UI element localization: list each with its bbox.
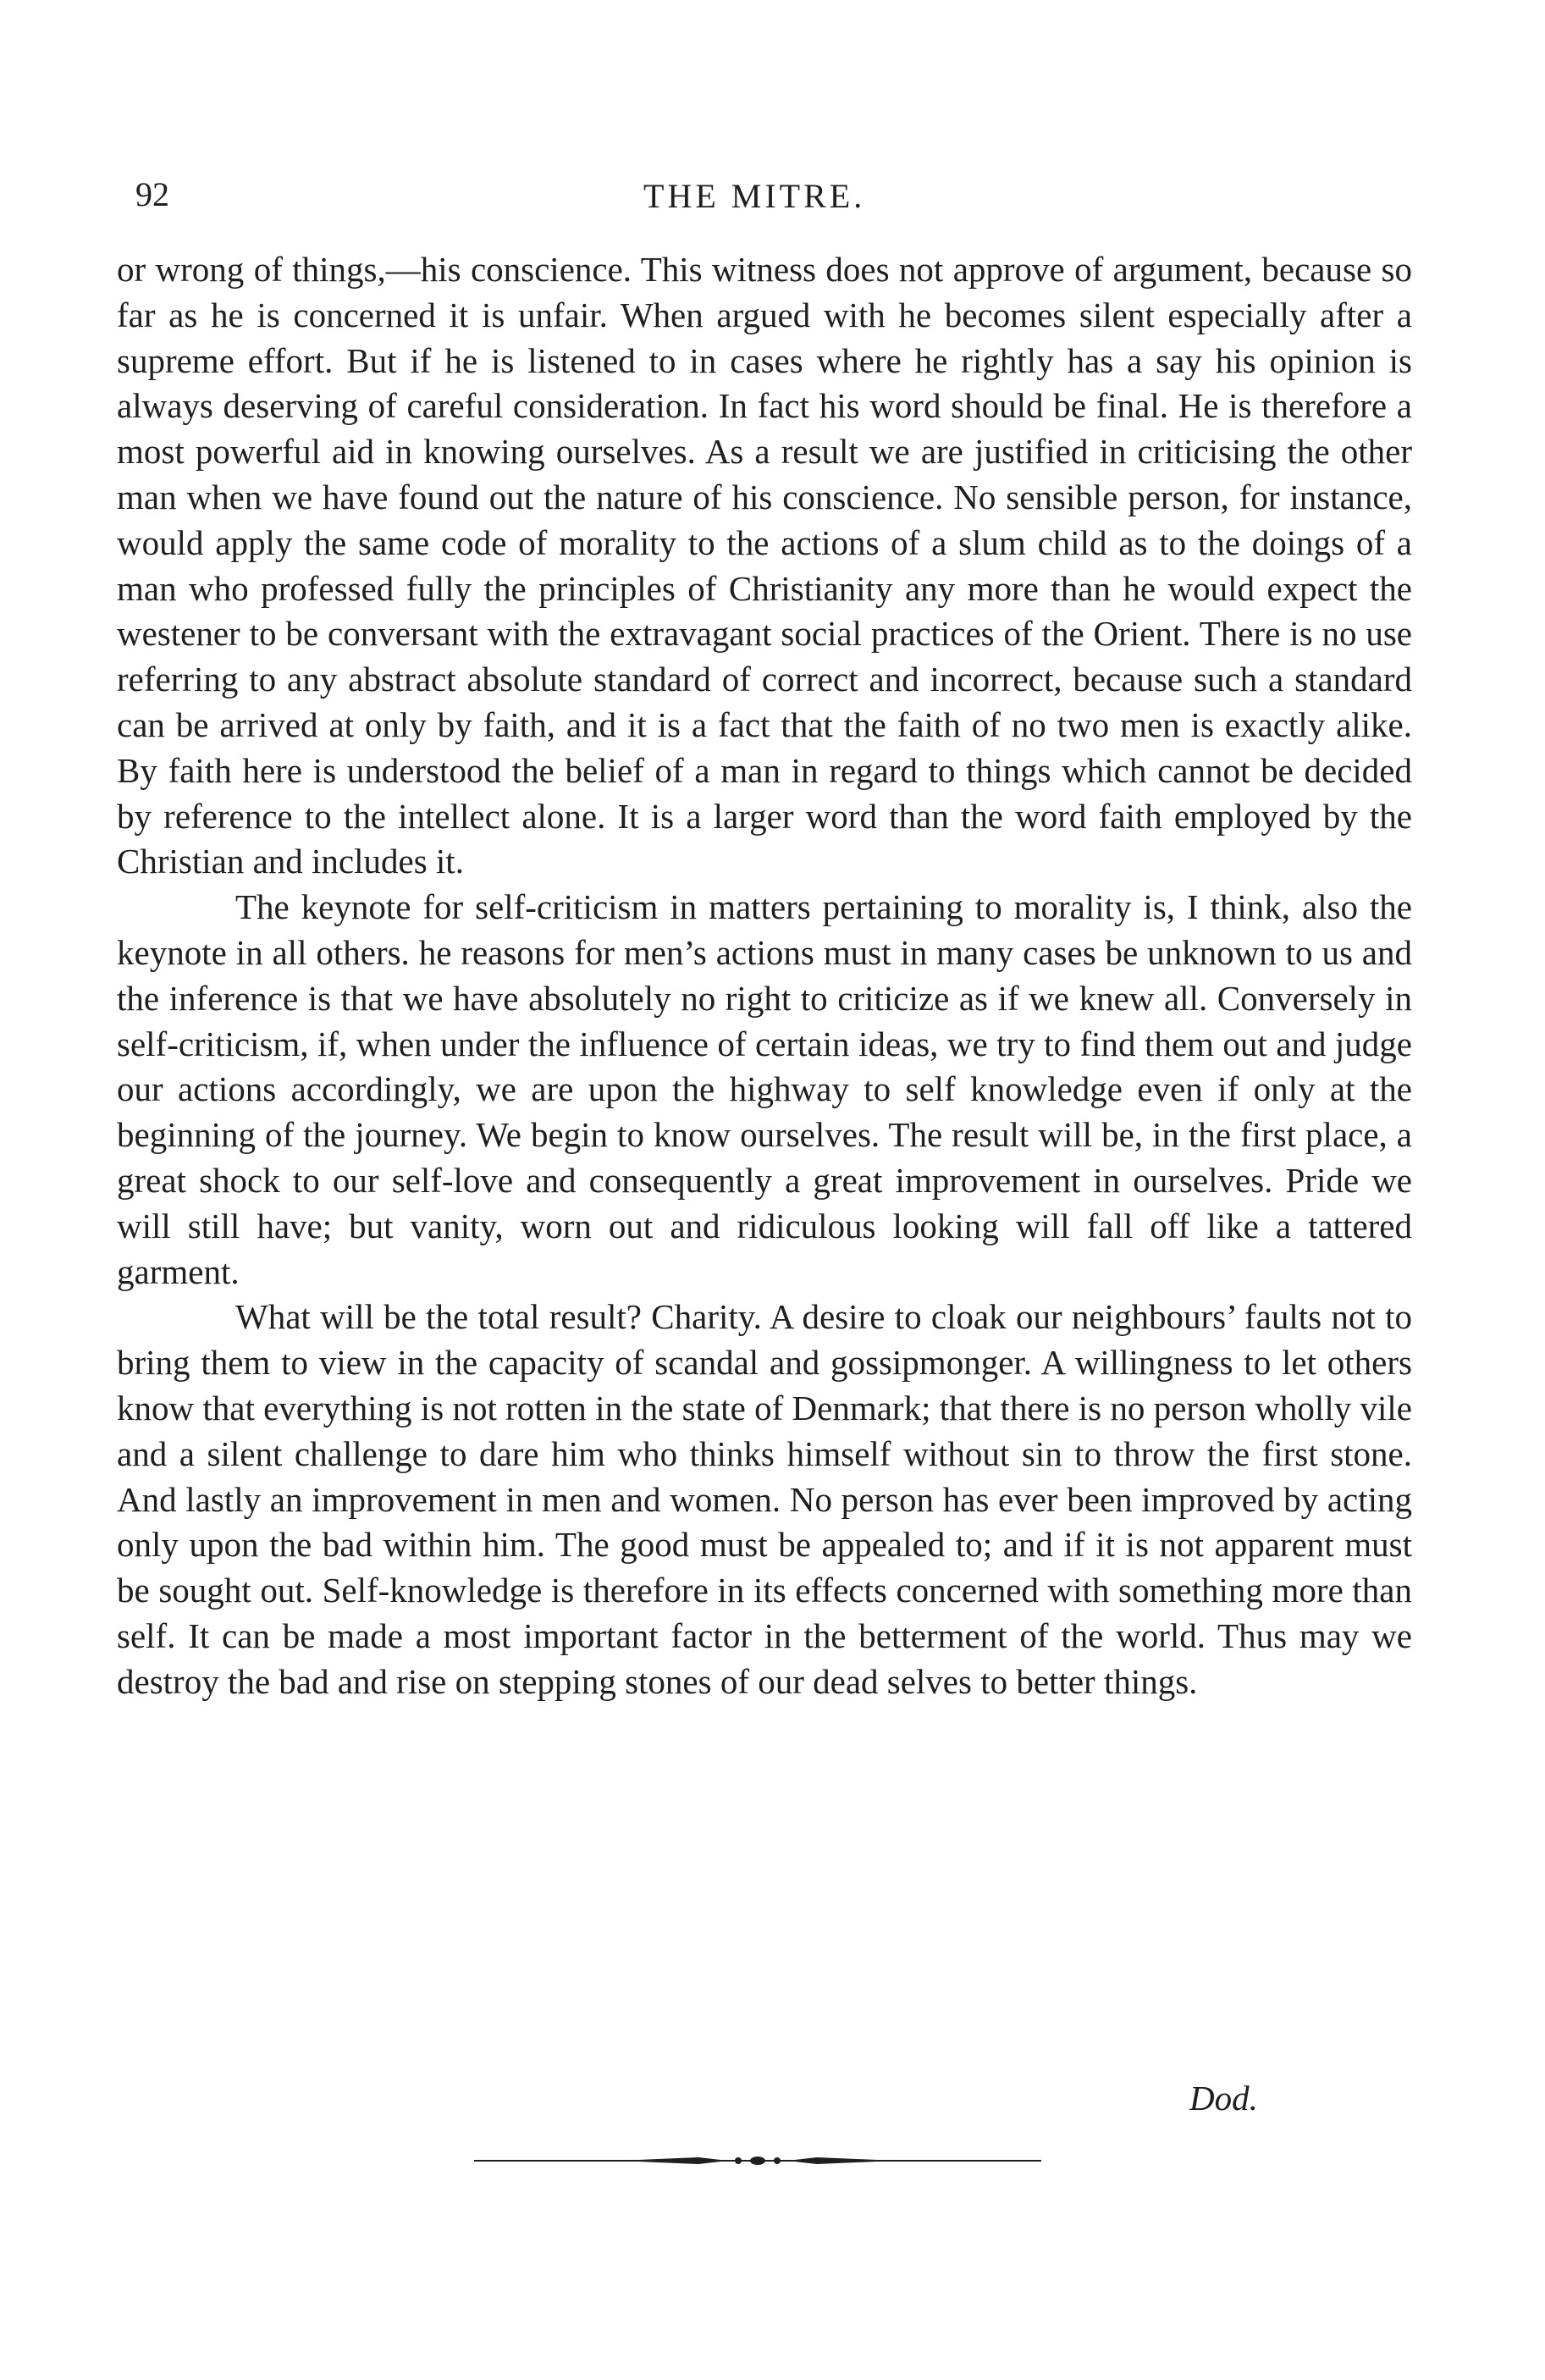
paragraph-2: The keynote for self-criticism in matters pertaining to morality is, I think, also the keynote in all others. he reasons for men’s actions must in many cases be unknown to us and the inference is that we have absolutely no right to criticize as if we knew all. Conversely in self-criticism, if, when under the influence of certain ideas, we try to find them out and judge our actions accordingly, we are upon the highway to self knowledge even if only at the beginning of the journey. We begin to know ourselves. The result will be, in the first place, a great shock to our self-love and consequently a great improvement in ourselves. Pride we will still have; but vanity, worn out and ridiculous looking will fall off like a tattered garment.: [117, 887, 1412, 1291]
page-number: 92: [135, 175, 169, 213]
running-title: THE MITRE.: [643, 177, 866, 215]
paragraph-3: What will be the total result? Charity. A desire to cloak our neighbours’ faults not to bring them to view in the capacity of scandal and gossipmonger. A willingness to let others know that everything is not rotten in the state of Denmark; that there is no person wholly vile and a silent challenge to dare him who thinks himself without sin to throw the first stone. And lastly an improvement in men and women. No person has ever been improved by acting only upon the bad within him. The good must be appealed to; and if it is not apparent must be sought out. Self-knowledge is therefore in its effects concerned with something more than self. It can be made a most important factor in the betterment of the world. Thus may we destroy the bad and rise on stepping stones of our dead selves to better things.: [117, 1297, 1412, 1701]
article-body: [117, 247, 1412, 1705]
end-ornament: [474, 2151, 1041, 2171]
paragraph-1: or wrong of things,—his conscience. This witness does not approve of argument, because so far as he is concerned it is unfair. When argued with he becomes silent especially after a supreme effort. But if he is listened to in cases where he rightly has a say his opinion is always deserving of careful consideration. In fact his word should be final. He is therefore a most powerful aid in knowing ourselves. As a result we are justified in criticising the other man when we have found out the nature of his conscience. No sensible person, for instance, would apply the same code of morality to the actions of a slum child as to the doings of a man who professed fully the principles of Christianity any more than he would expect the westener to be conversant with the extravagant social practices of the Orient. There is no use referring to any abstract absolute standard of correct and incorrect, because such a standard can be arrived at only by faith, and it is a fact that the faith of no two men is exactly alike. By faith here is understood the belief of a man in regard to things which cannot be decided by reference to the intellect alone. It is a larger word than the word faith employed by the Christian and includes it.: [117, 250, 1412, 881]
author-signature: Dod.: [1189, 2079, 1258, 2118]
